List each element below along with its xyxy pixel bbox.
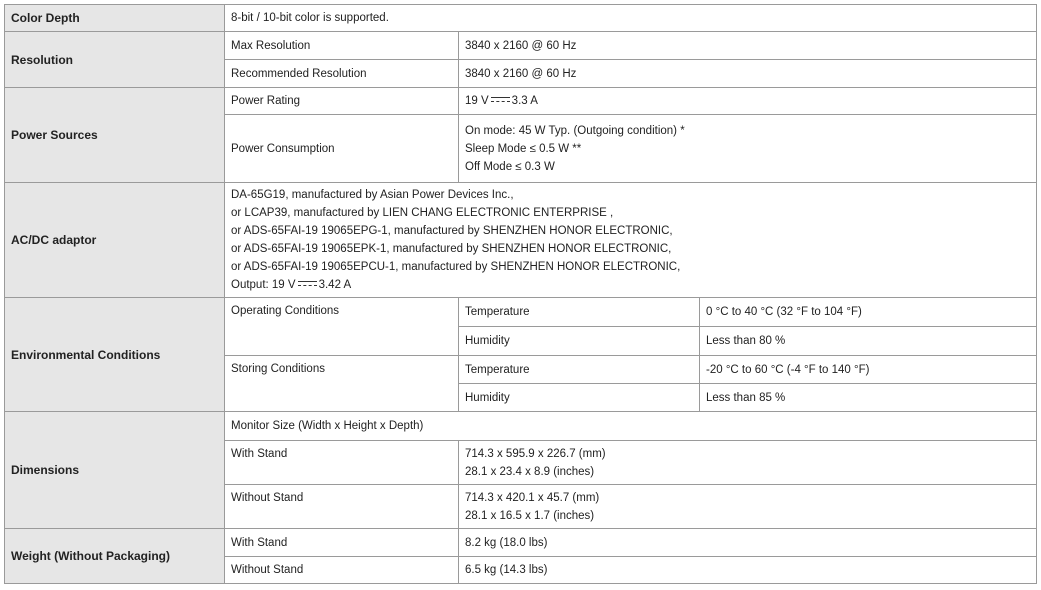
row-label: Weight (Without Packaging) — [5, 529, 225, 584]
text-line — [231, 276, 1030, 294]
text-line: DA-65G19, manufactured by Asian Power Devices Inc., — [231, 189, 514, 201]
cell-value: 3840 x 2160 @ 60 Hz — [459, 60, 1037, 88]
row-label: Environmental Conditions — [5, 298, 225, 412]
cell-value — [459, 485, 1037, 529]
table-row — [5, 298, 1037, 327]
row-value — [225, 183, 1037, 298]
cell-value — [459, 441, 1037, 485]
cell-value: 8.2 kg (18.0 lbs) — [459, 529, 1037, 557]
cell-value: Less than 80 % — [700, 327, 1037, 356]
rating-voltage: 19 V — [465, 95, 489, 107]
cell-label: Operating Conditions — [225, 298, 459, 356]
row-label: Dimensions — [5, 412, 225, 529]
table-row — [5, 88, 1037, 115]
row-label: Resolution — [5, 32, 225, 88]
text-line: Off Mode ≤ 0.3 W — [465, 160, 555, 173]
rating-current: 3.3 A — [511, 95, 538, 107]
cell-value: Less than 85 % — [700, 384, 1037, 412]
cell-label: Storing Conditions — [225, 356, 459, 412]
row-value: 8-bit / 10-bit color is supported. — [225, 5, 1037, 32]
cell-label: Humidity — [459, 384, 700, 412]
cell-value — [459, 88, 1037, 115]
cell-label: Power Rating — [225, 88, 459, 115]
cell-label: Temperature — [459, 298, 700, 327]
table-row — [5, 529, 1037, 557]
cell-value: 6.5 kg (14.3 lbs) — [459, 557, 1037, 584]
output-voltage: Output: 19 V — [231, 279, 296, 291]
table-row — [5, 32, 1037, 60]
table-row — [5, 412, 1037, 441]
cell-label: Without Stand — [225, 485, 459, 529]
cell-value — [459, 115, 1037, 183]
cell-label: Humidity — [459, 327, 700, 356]
dc-symbol-icon — [491, 95, 510, 105]
text-line: or ADS-65FAI-19 19065EPK-1, manufactured by SHENZHEN HONOR ELECTRONIC, — [231, 243, 672, 255]
cell-label: Power Consumption — [225, 115, 459, 183]
table-row — [5, 183, 1037, 298]
text-line: or LCAP39, manufactured by LIEN CHANG ELECTRONIC ENTERPRISE , — [231, 207, 614, 219]
text-line: On mode: 45 W Typ. (Outgoing condition) * — [465, 124, 685, 137]
cell-label: Recommended Resolution — [225, 60, 459, 88]
row-label: AC/DC adaptor — [5, 183, 225, 298]
cell-label: Max Resolution — [225, 32, 459, 60]
text-line: or ADS-65FAI-19 19065EPCU-1, manufactured by SHENZHEN HONOR ELECTRONIC, — [231, 261, 681, 273]
cell-label: Temperature — [459, 356, 700, 384]
text-line: Sleep Mode ≤ 0.5 W ** — [465, 142, 582, 155]
row-label: Color Depth — [5, 5, 225, 32]
cell-label: With Stand — [225, 529, 459, 557]
output-current: 3.42 A — [318, 279, 352, 291]
text-line: 714.3 x 420.1 x 45.7 (mm) — [465, 491, 600, 504]
cell-value: 3840 x 2160 @ 60 Hz — [459, 32, 1037, 60]
dc-symbol-icon — [298, 279, 317, 289]
cell-value: -20 °C to 60 °C (-4 °F to 140 °F) — [700, 356, 1037, 384]
text-line: or ADS-65FAI-19 19065EPG-1, manufactured by SHENZHEN HONOR ELECTRONIC, — [231, 225, 673, 237]
cell-label: Without Stand — [225, 557, 459, 584]
text-line: 714.3 x 595.9 x 226.7 (mm) — [465, 447, 606, 460]
text-line: 28.1 x 16.5 x 1.7 (inches) — [465, 509, 595, 522]
cell-label: With Stand — [225, 441, 459, 485]
row-label: Power Sources — [5, 88, 225, 183]
table-row — [5, 5, 1037, 32]
text-line: 28.1 x 23.4 x 8.9 (inches) — [465, 465, 595, 478]
cell-label: Monitor Size (Width x Height x Depth) — [225, 412, 1037, 441]
specifications-table — [4, 4, 1037, 584]
cell-value: 0 °C to 40 °C (32 °F to 104 °F) — [700, 298, 1037, 327]
